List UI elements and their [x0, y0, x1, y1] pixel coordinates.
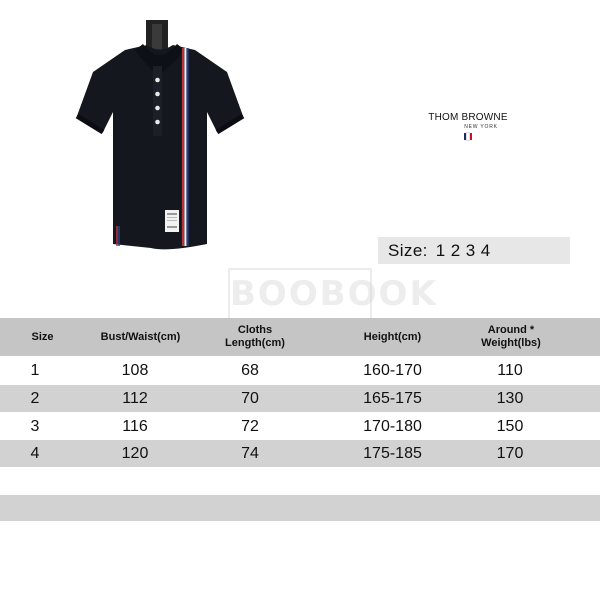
cell-height: 165-175 — [363, 390, 422, 407]
size-values: 1 2 3 4 — [435, 240, 491, 260]
cell-length: 70 — [241, 390, 259, 407]
cell-length: 72 — [241, 418, 259, 435]
header-bust-waist: Bust/Waist(cm) — [100, 330, 181, 343]
cell-weight: 170 — [496, 445, 524, 462]
watermark: BOOBOOK — [228, 268, 372, 320]
header-cloths-length: Cloths Length(cm) — [225, 324, 285, 349]
table-row — [0, 357, 600, 384]
table-row — [0, 440, 600, 467]
cell-size: 4 — [30, 445, 40, 462]
cell-weight: 130 — [496, 390, 524, 407]
cell-height: 160-170 — [363, 362, 422, 379]
cell-length: 74 — [241, 445, 259, 462]
placket — [153, 66, 162, 136]
flag-stripe-blue — [464, 133, 466, 140]
tricolor-stripe — [183, 48, 188, 246]
empty-band — [0, 495, 600, 521]
size-label: Size: — [388, 240, 428, 260]
tricolor-flag-icon — [420, 133, 516, 140]
cell-size: 2 — [30, 390, 40, 407]
cell-size: 1 — [30, 362, 40, 379]
cell-size: 3 — [30, 418, 40, 435]
cell-bust: 112 — [122, 390, 148, 407]
cell-bust: 108 — [121, 362, 149, 379]
cell-bust: 120 — [121, 445, 149, 462]
size-box — [378, 237, 570, 264]
hem-label-icon — [165, 210, 179, 232]
cell-weight: 150 — [496, 418, 524, 435]
cell-weight: 110 — [497, 362, 523, 379]
table-row — [0, 413, 600, 440]
header-height: Height(cm) — [363, 330, 422, 343]
product-photo — [55, 20, 265, 260]
brand-city: NEW YORK — [464, 124, 498, 130]
header-size: Size — [31, 330, 54, 343]
brand-logo — [420, 112, 516, 140]
brand-name: THOM BROWNE — [428, 112, 508, 123]
table-row — [0, 385, 600, 412]
cell-height: 175-185 — [363, 445, 422, 462]
header-weight: Around * Weight(lbs) — [481, 324, 541, 349]
flag-stripe-red — [470, 133, 472, 140]
table-header — [0, 318, 600, 356]
flag-stripe-white — [467, 133, 469, 140]
cell-height: 170-180 — [363, 418, 422, 435]
cell-length: 68 — [241, 362, 259, 379]
cell-bust: 116 — [122, 418, 148, 435]
